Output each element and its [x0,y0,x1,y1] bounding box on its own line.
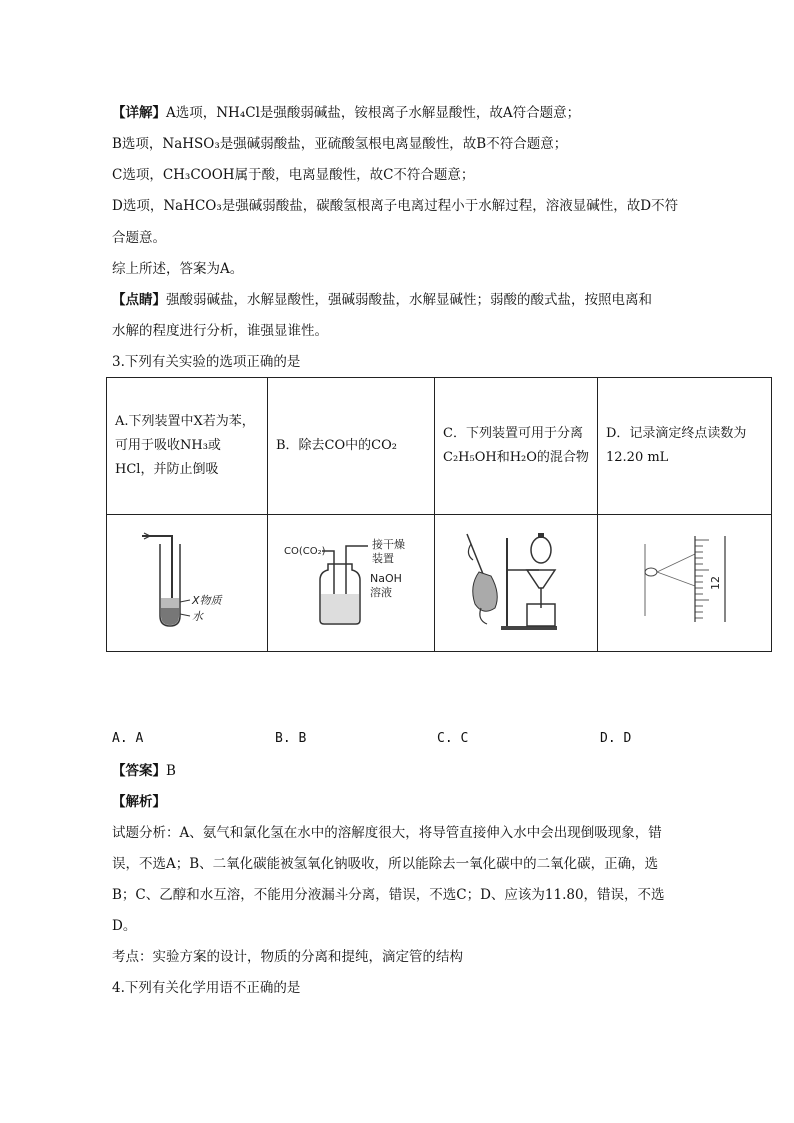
tip-line-2: 水解的程度进行分析，谁强显谁性。 [112,323,328,339]
choice-b: B. B [275,731,307,746]
option-b-text: B．除去CO中的CO₂ [268,378,435,515]
figure-d-cell [598,515,772,652]
option-a-text: A.下列装置中X若为苯，可用于吸收NH₃或HCl，并防止倒吸 [107,378,268,515]
q4-stem: 4.下列有关化学用语不正确的是 [112,980,301,996]
analysis-line-4: D。 [112,918,137,934]
detail-tag: 【详解】 [112,105,166,121]
sight-line-2 [657,572,695,586]
analysis-line-3: B；C、乙醇和水互溶，不能用分液漏斗分离，错误，不选C；D、应该为11.80，错误，不选 [112,887,665,903]
answer-value: B [166,763,176,779]
fig-a-label-water: 水 [192,609,203,623]
detail-line-5: 合题意。 [112,230,166,246]
sight-line [657,554,695,572]
figure-c-separatory-funnel [461,524,571,634]
kaodian-line: 考点：实验方案的设计，物质的分离和提纯，滴定管的结构 [112,949,463,965]
label-pointer-x [180,600,190,602]
detail-line-2: B选项，NaHSO₃是强碱弱酸盐，亚硫酸氢根电离显酸性，故B不符合题意； [112,136,568,152]
fig-b-gas-label: CO(CO₂) [284,545,326,557]
figure-a-test-tube [132,524,242,634]
scale-ticks [695,540,709,618]
detail-line-1 [112,104,580,122]
analysis-line-2: 误，不选A；B、二氧化碳能被氢氧化钠吸收，所以能除去一氧化碳中的二氧化碳，正确，选 [112,856,659,872]
q3-stem: 3.下列有关实验的选项正确的是 [112,354,301,370]
fig-b-label-2: 装置 [372,551,394,565]
option-c-text: C．下列装置可用于分离C₂H₅OH和H₂O的混合物 [435,378,598,515]
figure-b-wash-bottle [276,524,426,634]
analysis-tag: 【解析】 [112,794,166,810]
fig-b-label-4: 溶液 [370,585,392,599]
figure-d-burette-scale [625,524,745,634]
detail-text-1: A选项，NH₄Cl是强酸弱碱盐，铵根离子水解显酸性，故A符合题意； [166,105,581,121]
water-layer [161,608,179,625]
funnel-cone [527,570,555,588]
x-substance-layer [161,598,179,608]
choice-a: A. A [112,731,144,746]
answer-tag: 【答案】 [112,763,166,779]
detail-line-3: C选项，CH₃COOH属于酸，电离显酸性，故C不符合题意； [112,167,475,183]
naoh-solution [321,594,359,623]
fig-b-label-1: 接干燥 [372,537,405,551]
choice-c: C. C [437,731,469,746]
figure-b-cell [268,515,435,652]
option-d-text: D．记录滴定终点读数为12.20 mL [598,378,772,515]
tip-line-1 [112,291,652,309]
eye-icon [645,568,657,576]
flask-in-hand [473,572,498,611]
funnel-bulb [531,537,551,563]
pipette [467,534,483,574]
q3-options-table [106,377,772,652]
answer-line [112,762,176,780]
funnel-stopper [538,533,544,538]
detail-summary: 综上所述，答案为A。 [112,261,244,277]
detail-line-4: D选项，NaHCO₃是强碱弱酸盐，碳酸氢根离子电离过程小于水解过程，溶液显碱性，故D不符 [112,198,679,214]
tip-tag: 【点睛】 [112,292,166,308]
figure-a-cell [107,515,268,652]
fig-a-label-x: X物质 [192,593,222,607]
tip-text-1: 强酸弱碱盐，水解显酸性，强碱弱酸盐，水解显碱性；弱酸的酸式盐，按照电离和 [166,292,652,308]
choice-d: D. D [600,731,632,746]
analysis-line-1: 试题分析：A、氨气和氯化氢在水中的溶解度很大，将导管直接伸入水中会出现倒吸现象，错 [112,825,662,841]
figure-c-cell [435,515,598,652]
fig-b-label-3: NaOH [370,571,402,585]
fig-d-tick-label: 12 [708,575,722,590]
label-pointer-water [180,614,190,616]
